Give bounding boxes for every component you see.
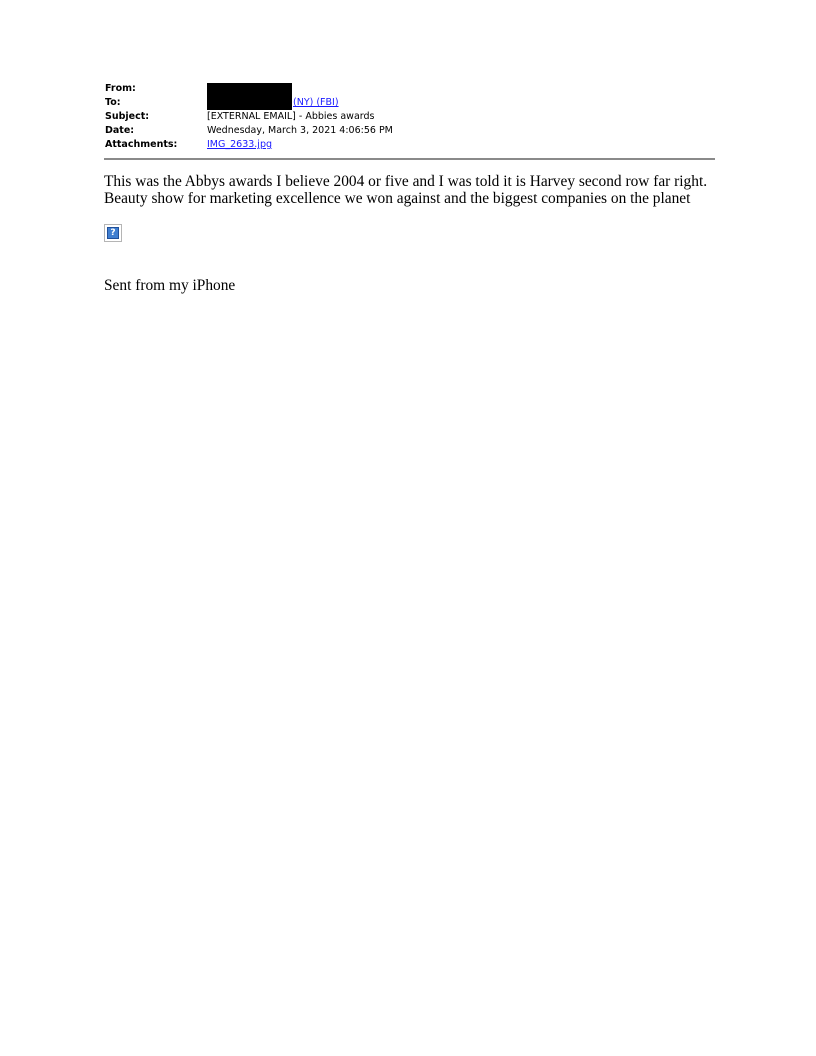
- from-label: From:: [105, 83, 136, 94]
- date-label: Date:: [105, 125, 135, 136]
- subject-label: Subject:: [105, 111, 150, 122]
- date-value: Wednesday, March 3, 2021 4:06:56 PM: [207, 125, 393, 136]
- subject-row: [105, 110, 715, 124]
- attachment-link[interactable]: IMG_2633.jpg: [207, 139, 273, 150]
- attachments-label: Attachments:: [105, 139, 178, 150]
- from-row: [105, 82, 715, 96]
- attachments-value: [207, 138, 715, 152]
- to-recipient-link[interactable]: (NY) (FBI): [293, 97, 339, 108]
- body-line-1: This was the Abbys awards I believe 2004 or five and I was told it is Harvey second row far right.: [104, 173, 708, 190]
- broken-image-icon: ?: [107, 227, 119, 239]
- to-label: To:: [105, 97, 121, 108]
- email-signature: Sent from my iPhone: [104, 277, 236, 294]
- redaction-block: [207, 83, 292, 110]
- body-line-2: Beauty show for marketing excellence we won against and the biggest companies on the planet: [104, 190, 691, 207]
- email-header: [105, 82, 715, 152]
- inline-image-placeholder[interactable]: [104, 224, 122, 242]
- to-row: [105, 96, 715, 110]
- subject-value: [EXTERNAL EMAIL] - Abbies awards: [207, 111, 375, 122]
- date-row: [105, 124, 715, 138]
- attachments-row: [105, 138, 715, 152]
- header-divider: [104, 158, 715, 160]
- email-body: [104, 173, 724, 207]
